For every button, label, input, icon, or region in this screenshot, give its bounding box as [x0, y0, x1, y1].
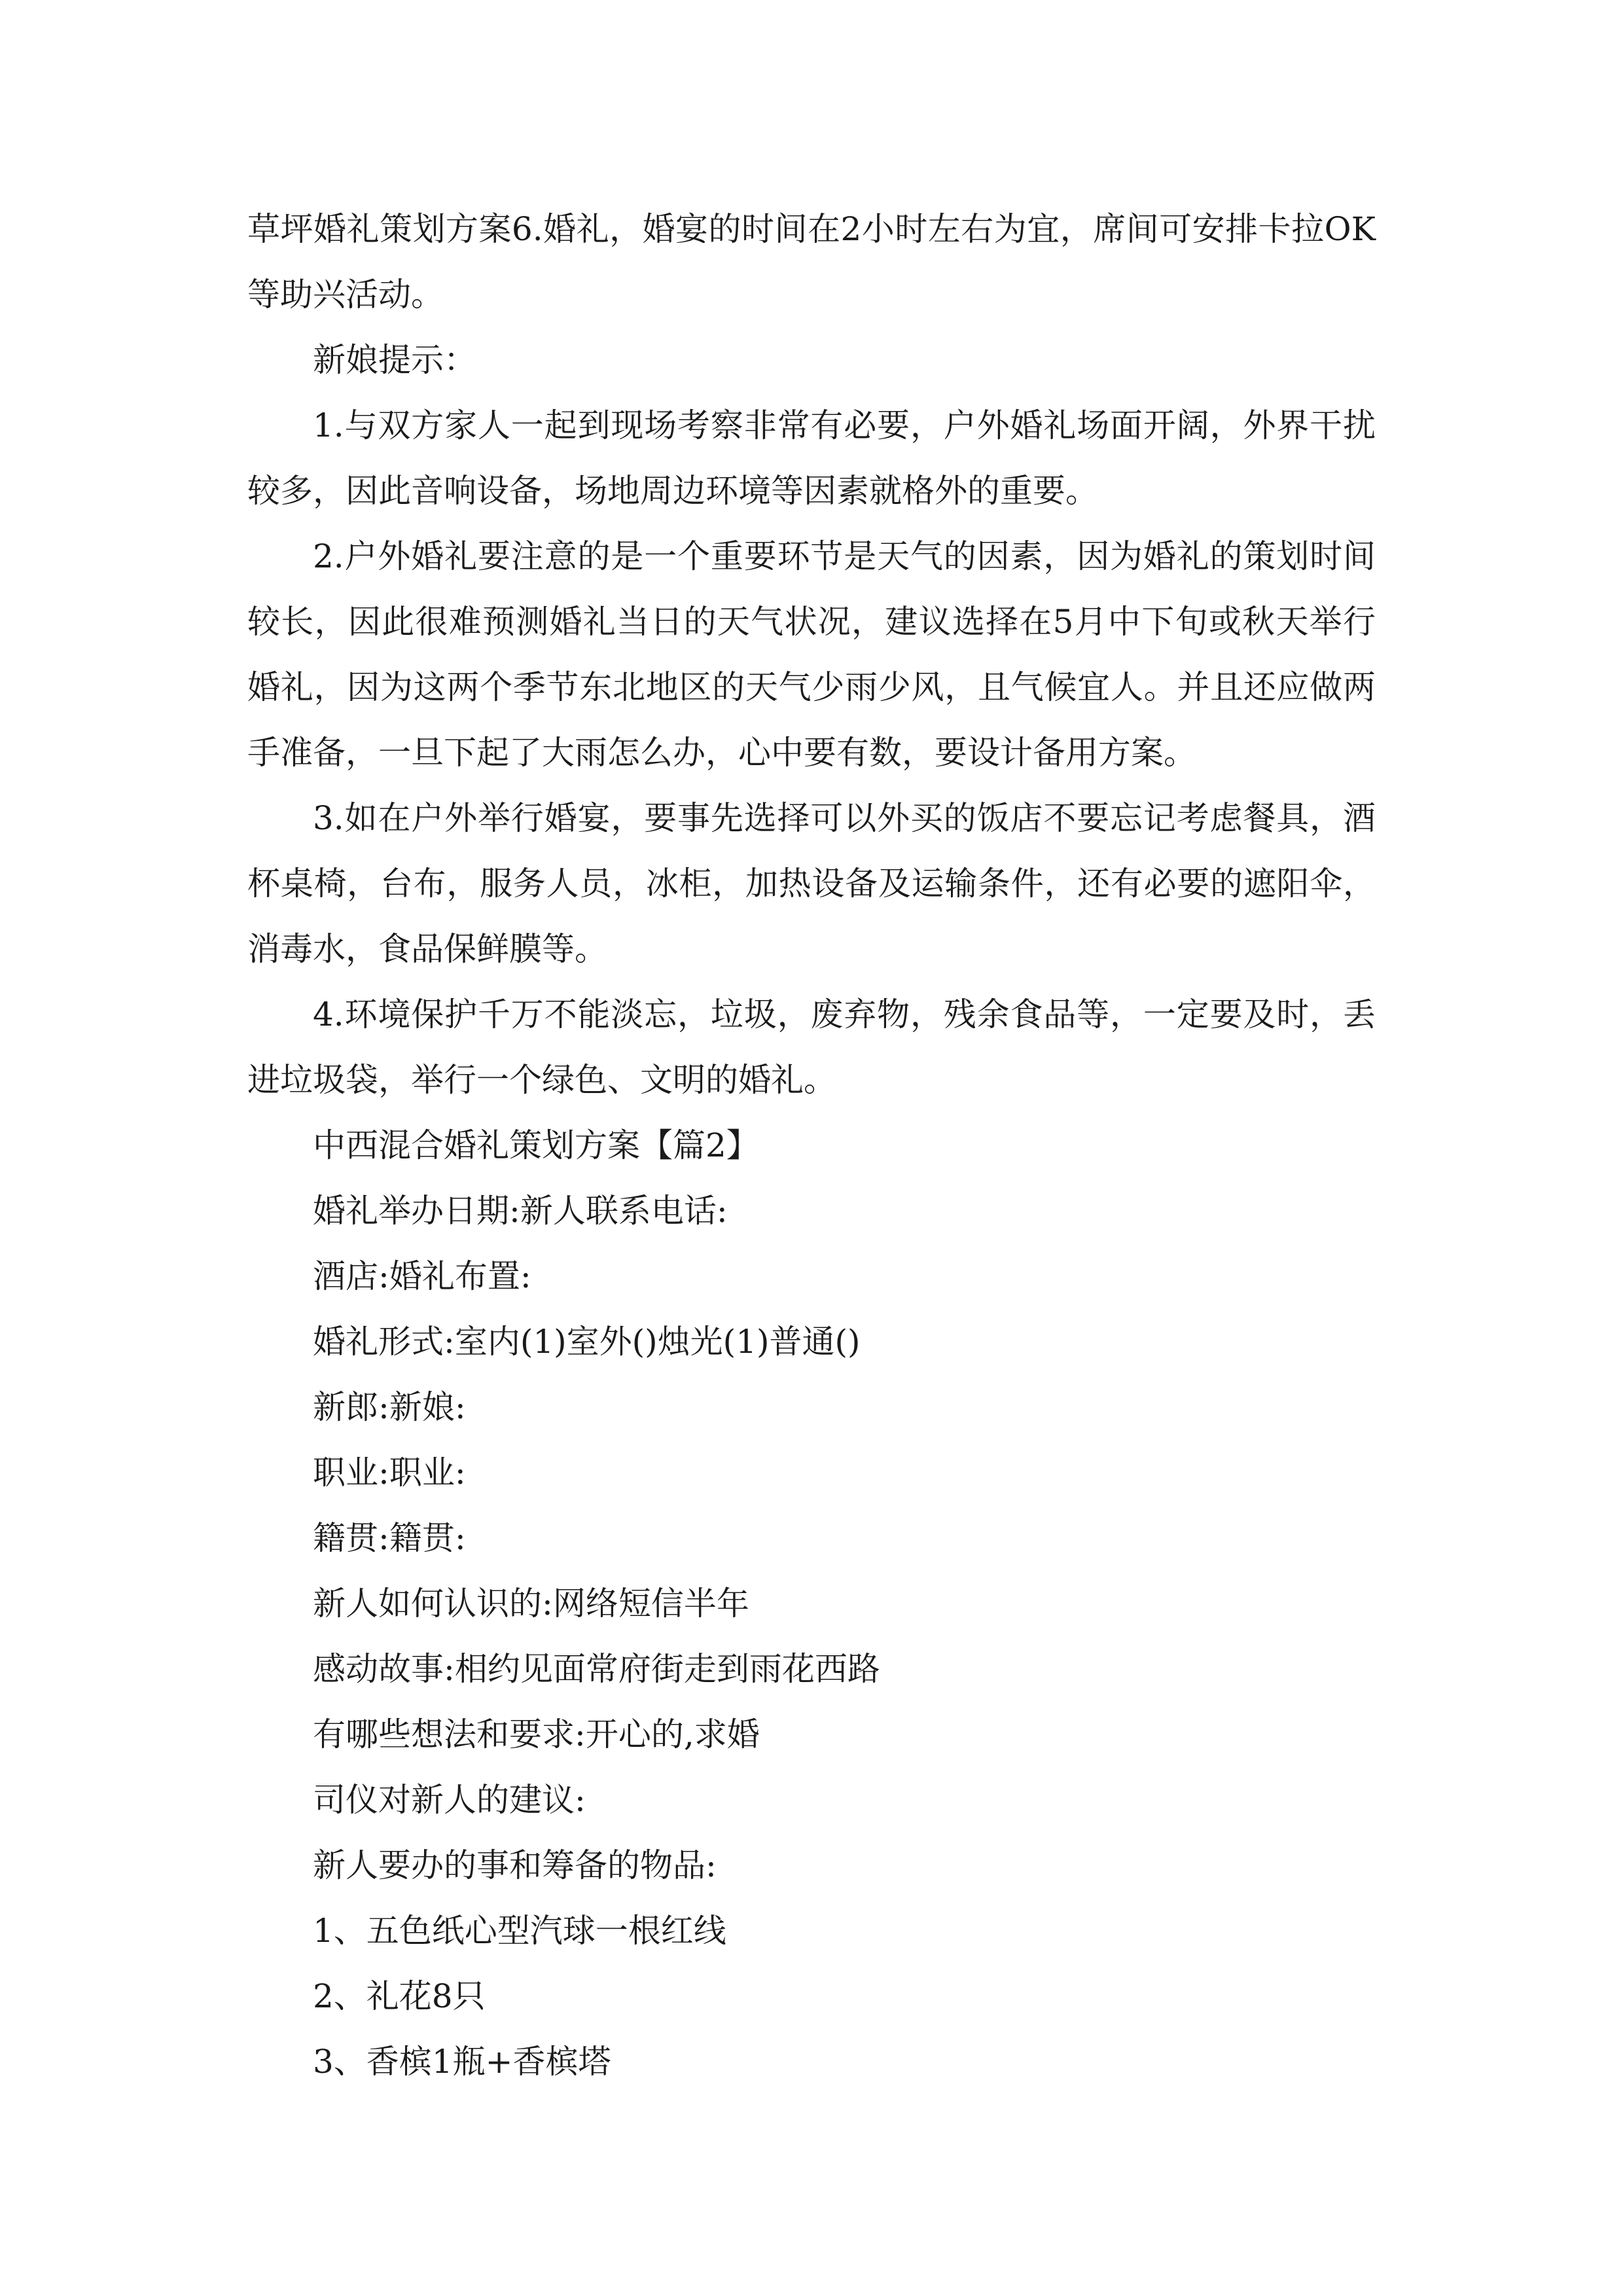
form-line-mc-advice: 司仪对新人的建议: — [313, 1781, 586, 1819]
form-line-date-phone: 婚礼举办日期:新人联系电话: — [313, 1192, 728, 1230]
paragraph-tip-4: 4.环境保护千万不能淡忘，垃圾，废弃物，残余食品等，一定要及时，丢进垃圾袋，举行一个绿色、文明的婚礼。 — [247, 996, 1376, 1099]
form-line-occupation: 职业:职业: — [313, 1454, 466, 1492]
form-line-wedding-format: 婚礼形式:室内(1)室外()烛光(1)普通() — [313, 1323, 861, 1361]
list-item-3: 3、香槟1瓶+香槟塔 — [313, 2043, 611, 2081]
form-line-how-met: 新人如何认识的:网络短信半年 — [313, 1585, 749, 1623]
document-body — [247, 196, 1376, 2094]
form-line-groom-bride: 新郎:新娘: — [313, 1388, 466, 1426]
section-title-part-2: 中西混合婚礼策划方案【篇2】 — [313, 1126, 759, 1164]
list-item-1: 1、五色纸心型汽球一根红线 — [313, 1912, 726, 1950]
paragraph-tip-3: 3.如在户外举行婚宴，要事先选择可以外买的饭店不要忘记考虑餐具，酒杯桌椅，台布，服务人员，冰柜，加热设备及运输条件，还有必要的遮阳伞，消毒水，食品保鲜膜等。 — [247, 799, 1376, 968]
paragraph-tip-2: 2.户外婚礼要注意的是一个重要环节是天气的因素，因为婚礼的策划时间较长，因此很难预测婚礼当日的天气状况，建议选择在5月中下旬或秋天举行婚礼，因为这两个季节东北地区的天气少雨少风，且气候宜人。并且还应做两手准备，一旦下起了大雨怎么办，心中要有数，要设计备用方案。 — [247, 537, 1376, 772]
form-line-story: 感动故事:相约见面常府街走到雨花西路 — [313, 1650, 880, 1688]
paragraph-intro: 草坪婚礼策划方案6.婚礼，婚宴的时间在2小时左右为宜，席间可安排卡拉OK等助兴活动。 — [247, 210, 1376, 314]
paragraph-bride-tips-heading: 新娘提示： — [313, 341, 476, 379]
form-line-hometown: 籍贯:籍贯: — [313, 1519, 466, 1557]
form-line-hotel-decoration: 酒店:婚礼布置: — [313, 1257, 531, 1295]
form-line-requests: 有哪些想法和要求:开心的,求婚 — [313, 1715, 760, 1753]
form-line-items-heading: 新人要办的事和筹备的物品: — [313, 1846, 717, 1884]
paragraph-tip-1: 1.与双方家人一起到现场考察非常有必要，户外婚礼场面开阔，外界干扰较多，因此音响设备，场地周边环境等因素就格外的重要。 — [247, 406, 1376, 510]
list-item-2: 2、礼花8只 — [313, 1977, 486, 2015]
